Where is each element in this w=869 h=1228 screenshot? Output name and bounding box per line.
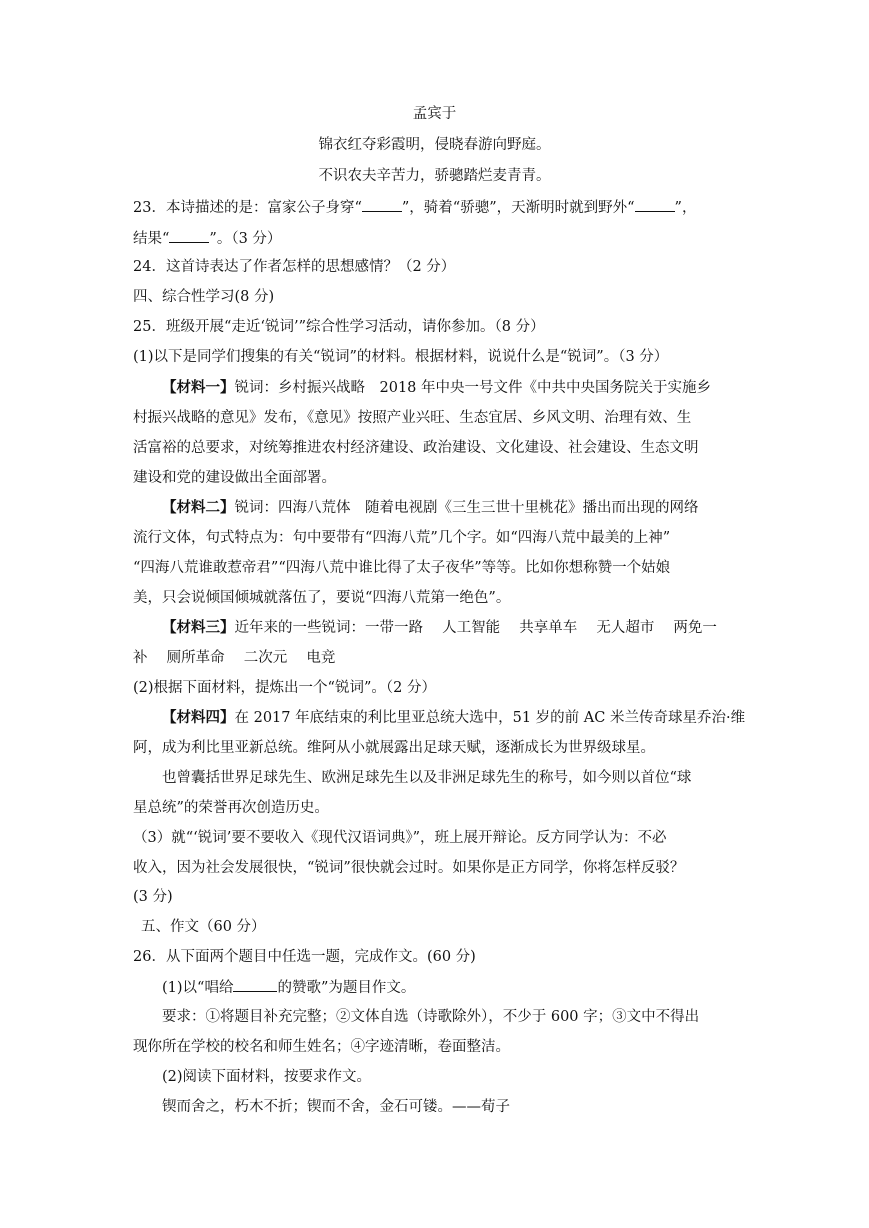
section-5-heading: 五、作文（60 分） bbox=[141, 919, 266, 935]
material-4-line-1: 【材料四】在 2017 年底结束的利比里亚总统大选中，51 岁的前 AC 米兰传奇球星乔治·维 bbox=[162, 709, 746, 726]
question-25-2: (2)根据下面材料，提炼出一个“锐词”。（2 分） bbox=[133, 680, 436, 696]
question-25: 25．班级开展“走近‘锐词’”综合性学习活动，请你参加。（8 分） bbox=[133, 319, 545, 335]
question-26: 26．从下面两个题目中任选一题，完成作文。(60 分) bbox=[133, 949, 476, 965]
material-2-line-1: 【材料二】锐词：四海八荒体 随着电视剧《三生三世十里桃花》播出而出现的网络 bbox=[162, 499, 699, 516]
material-3-line-1: 【材料三】近年来的一些锐词：一带一路 人工智能 共享单车 无人超市 两免一 bbox=[162, 619, 717, 636]
material-2-line-4: 美，只会说倾国倾城就落伍了，要说“四海八荒第一绝色”。 bbox=[133, 590, 511, 606]
material-1-line-2: 村振兴战略的意见》发布，《意见》按照产业兴旺、生态宜居、乡风文明、治理有效、生 bbox=[133, 410, 692, 426]
question-26-2: (2)阅读下面材料，按要求作文。 bbox=[162, 1069, 372, 1085]
material-2-line-2: 流行文体，句式特点为：句中要带有“四海八荒”几个字。如“四海八荒中最美的上神” bbox=[133, 530, 671, 546]
poem-line-1: 锦衣红夺彩霞明，侵晓春游向野庭。 bbox=[318, 137, 551, 153]
quote-xunzi: 锲而舍之，朽木不折；锲而不舍，金石可镂。——荀子 bbox=[162, 1099, 510, 1115]
material-3-line-2: 补 厕所革命 二次元 电竞 bbox=[133, 650, 336, 666]
requirements-line-2: 现你所在学校的校名和师生姓名；④字迹清晰，卷面整洁。 bbox=[133, 1039, 510, 1055]
question-23: 23．本诗描述的是：富家公子身穿“ ”，骑着“骄骢”，天渐明时就到野外“ ”， bbox=[133, 197, 733, 218]
question-25-3-line-1: （3）就“‘锐词’要不要收入《现代汉语词典》”，班上展开辩论。反方同学认为：不必 bbox=[133, 830, 667, 846]
material-4-line-4: 星总统”的荣誉再次创造历史。 bbox=[133, 800, 329, 816]
requirements-line-1: 要求：①将题目补充完整；②文体自选（诗歌除外），不少于 600 字；③文中不得出 bbox=[162, 1009, 700, 1025]
question-26-1: (1)以“唱给 的赞歌”为题目作文。 bbox=[162, 977, 762, 998]
question-23-cont: 结果“ ”。（3 分） bbox=[133, 228, 733, 249]
question-25-3-line-3: (3 分) bbox=[133, 889, 173, 905]
material-4-line-2: 阿，成为利比里亚新总统。维阿从小就展露出足球天赋，逐渐成长为世界级球星。 bbox=[133, 740, 655, 756]
section-4-heading: 四、综合性学习(8 分) bbox=[133, 289, 275, 305]
answer-blank[interactable] bbox=[362, 197, 402, 212]
material-4-line-3: 也曾囊括世界足球先生、欧洲足球先生以及非洲足球先生的称号，如今则以首位“球 bbox=[162, 770, 692, 786]
material-2-line-3: “四海八荒谁敢惹帝君”“四海八荒中谁比得了太子夜华”等等。比如你想称赞一个姑娘 bbox=[133, 560, 671, 576]
poem-line-2: 不识农夫辛苦力，骄骢踏烂麦青青。 bbox=[318, 168, 551, 184]
material-1-line-4: 建设和党的建设做出全面部署。 bbox=[133, 470, 336, 486]
answer-blank[interactable] bbox=[169, 228, 209, 243]
question-25-3-line-2: 收入，因为社会发展很快，“锐词”很快就会过时。如果你是正方同学，你将怎样反驳？ bbox=[133, 860, 685, 876]
question-24: 24．这首诗表达了作者怎样的思想感情？（2 分） bbox=[133, 259, 456, 275]
material-1-line-3: 活富裕的总要求，对统筹推进农村经济建设、政治建设、文化建设、社会建设、生态文明 bbox=[133, 440, 699, 456]
question-25-1: (1)以下是同学们搜集的有关“锐词”的材料。根据材料，说说什么是“锐词”。（3 分） bbox=[133, 349, 669, 365]
poem-author: 孟宾于 bbox=[412, 106, 457, 122]
material-1-line-1: 【材料一】锐词：乡村振兴战略 2018 年中央一号文件《中共中央国务院关于实施乡 bbox=[162, 379, 712, 396]
answer-blank[interactable] bbox=[233, 977, 277, 992]
answer-blank[interactable] bbox=[635, 197, 675, 212]
